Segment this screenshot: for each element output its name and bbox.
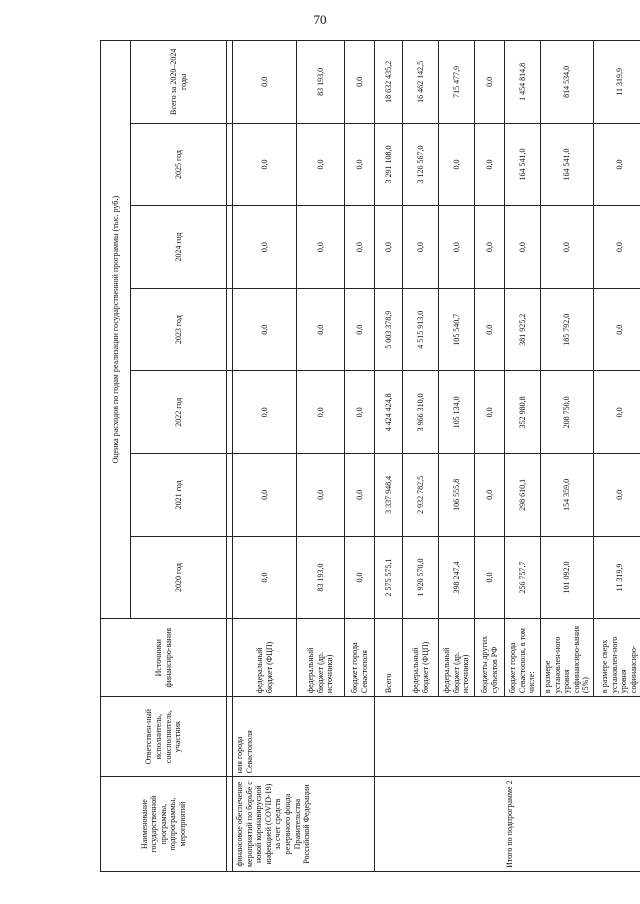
table-row [375,41,403,872]
value-cell: 0,0 [345,123,375,206]
value-cell: 398 247,4 [439,536,475,619]
value-cell: 0,0 [475,454,505,537]
value-cell: 0,0 [297,454,345,537]
value-cell: 381 925,2 [505,288,541,371]
source-cell: бюджеты других субъектов РФ [475,619,505,697]
value-cell: 0,0 [345,454,375,537]
value-cell: 0,0 [233,41,297,124]
value-cell: 2 575 575,1 [375,536,403,619]
value-cell: 5 003 378,9 [375,288,403,371]
source-cell: федеральный бюджет (др. источники) [297,619,345,697]
rotated-table-wrapper [100,40,639,872]
header-year-2022: 2022 год [131,371,227,454]
value-cell: 105 540,7 [439,288,475,371]
source-cell: в размере установлен-ного уровня софинансиро-вания (5%) [541,619,594,697]
value-cell: 11 319,9 [593,41,640,124]
value-cell: 0,0 [505,206,541,289]
value-cell: 0,0 [475,288,505,371]
header-estimate: Оценка расходов по годам реализации государственной программы (тыс. руб.) [101,41,131,619]
value-cell: 0,0 [475,371,505,454]
value-cell: 0,0 [297,123,345,206]
value-cell: 106 555,8 [439,454,475,537]
value-cell: 0,0 [233,206,297,289]
source-cell: федеральный бюджет (ФЦП) [233,619,297,697]
value-cell: 0,0 [593,371,640,454]
value-cell: 16 462 142,5 [403,41,439,124]
header-program-name: Наименование государственной программы, подпрограммы, мероприятий [101,777,227,872]
value-cell: 3 126 567,0 [403,123,439,206]
value-cell: 164 541,0 [505,123,541,206]
value-cell: 83 193,0 [297,536,345,619]
value-cell: 4 424 424,8 [375,371,403,454]
value-cell: 0,0 [297,371,345,454]
page-number: 70 [313,12,327,27]
value-cell: 208 750,0 [541,371,594,454]
value-cell: 0,0 [345,536,375,619]
source-cell: федеральный бюджет (др. источники) [439,619,475,697]
value-cell: 3 291 108,0 [375,123,403,206]
value-cell: 154 359,0 [541,454,594,537]
header-year-2025: 2025 год [131,123,227,206]
header-row-1 [101,41,131,872]
value-cell: 0,0 [475,41,505,124]
header-year-2024: 2024 год [131,206,227,289]
header-source: Источники финансиро-вания [101,619,227,697]
value-cell: 0,0 [593,206,640,289]
value-cell: 0,0 [345,371,375,454]
financing-table [100,40,640,872]
source-cell: в размере сверх установлен-ного уровня софинансиро- [593,619,640,697]
value-cell: 0,0 [475,536,505,619]
header-executor: Ответствен-ный исполнитель, соисполнитель, участник [101,697,227,777]
value-cell: 4 515 913,0 [403,288,439,371]
value-cell: 0,0 [593,288,640,371]
value-cell: 1 920 570,0 [403,536,439,619]
value-cell: 0,0 [297,206,345,289]
value-cell: 715 477,9 [439,41,475,124]
value-cell: 185 792,0 [541,288,594,371]
value-cell: 0,0 [593,123,640,206]
measure-name: финансовое обеспечение мероприятий по борьбе с новой коронавирусной инфекцией (COVID-19) за счет средств резервного фонда Правительства Российской Федерации [233,777,375,872]
value-cell: 0,0 [233,288,297,371]
header-total: Всего за 2020–2024 годы [131,41,227,124]
value-cell: 1 454 814,8 [505,41,541,124]
value-cell: 0,0 [375,206,403,289]
value-cell: 101 092,0 [541,536,594,619]
subtotal-label: Итого по подпрограмме 2 [375,777,640,872]
value-cell: 0,0 [297,288,345,371]
value-cell: 3 337 948,4 [375,454,403,537]
value-cell: 0,0 [541,206,594,289]
value-cell: 0,0 [345,41,375,124]
value-cell: 0,0 [403,206,439,289]
value-cell: 814 534,0 [541,41,594,124]
subtotal-executor [375,697,640,777]
value-cell: 11 319,9 [593,536,640,619]
value-cell: 18 632 435,2 [375,41,403,124]
value-cell: 0,0 [233,371,297,454]
value-cell: 0,0 [439,206,475,289]
source-cell: Всего [375,619,403,697]
value-cell: 0,0 [233,536,297,619]
value-cell: 298 610,1 [505,454,541,537]
value-cell: 256 757,7 [505,536,541,619]
source-cell: бюджет города Севастополя, в том числе: [505,619,541,697]
header-year-2020: 2020 год [131,536,227,619]
value-cell: 0,0 [345,206,375,289]
source-cell: бюджет города Севастополя [345,619,375,697]
value-cell: 0,0 [475,206,505,289]
table-row [233,41,297,872]
value-cell: 2 932 782,5 [403,454,439,537]
value-cell: 83 193,0 [297,41,345,124]
measure-executor: ния города Севастополя [233,697,375,777]
value-cell: 0,0 [233,454,297,537]
value-cell: 0,0 [439,123,475,206]
value-cell: 352 980,8 [505,371,541,454]
value-cell: 105 134,0 [439,371,475,454]
value-cell: 164 541,0 [541,123,594,206]
header-year-2023: 2023 год [131,288,227,371]
value-cell: 3 966 310,0 [403,371,439,454]
value-cell: 0,0 [475,123,505,206]
header-year-2021: 2021 год [131,454,227,537]
source-cell: федеральный бюджет (ФЦП) [403,619,439,697]
value-cell: 0,0 [233,123,297,206]
value-cell: 0,0 [593,454,640,537]
value-cell: 0,0 [345,288,375,371]
